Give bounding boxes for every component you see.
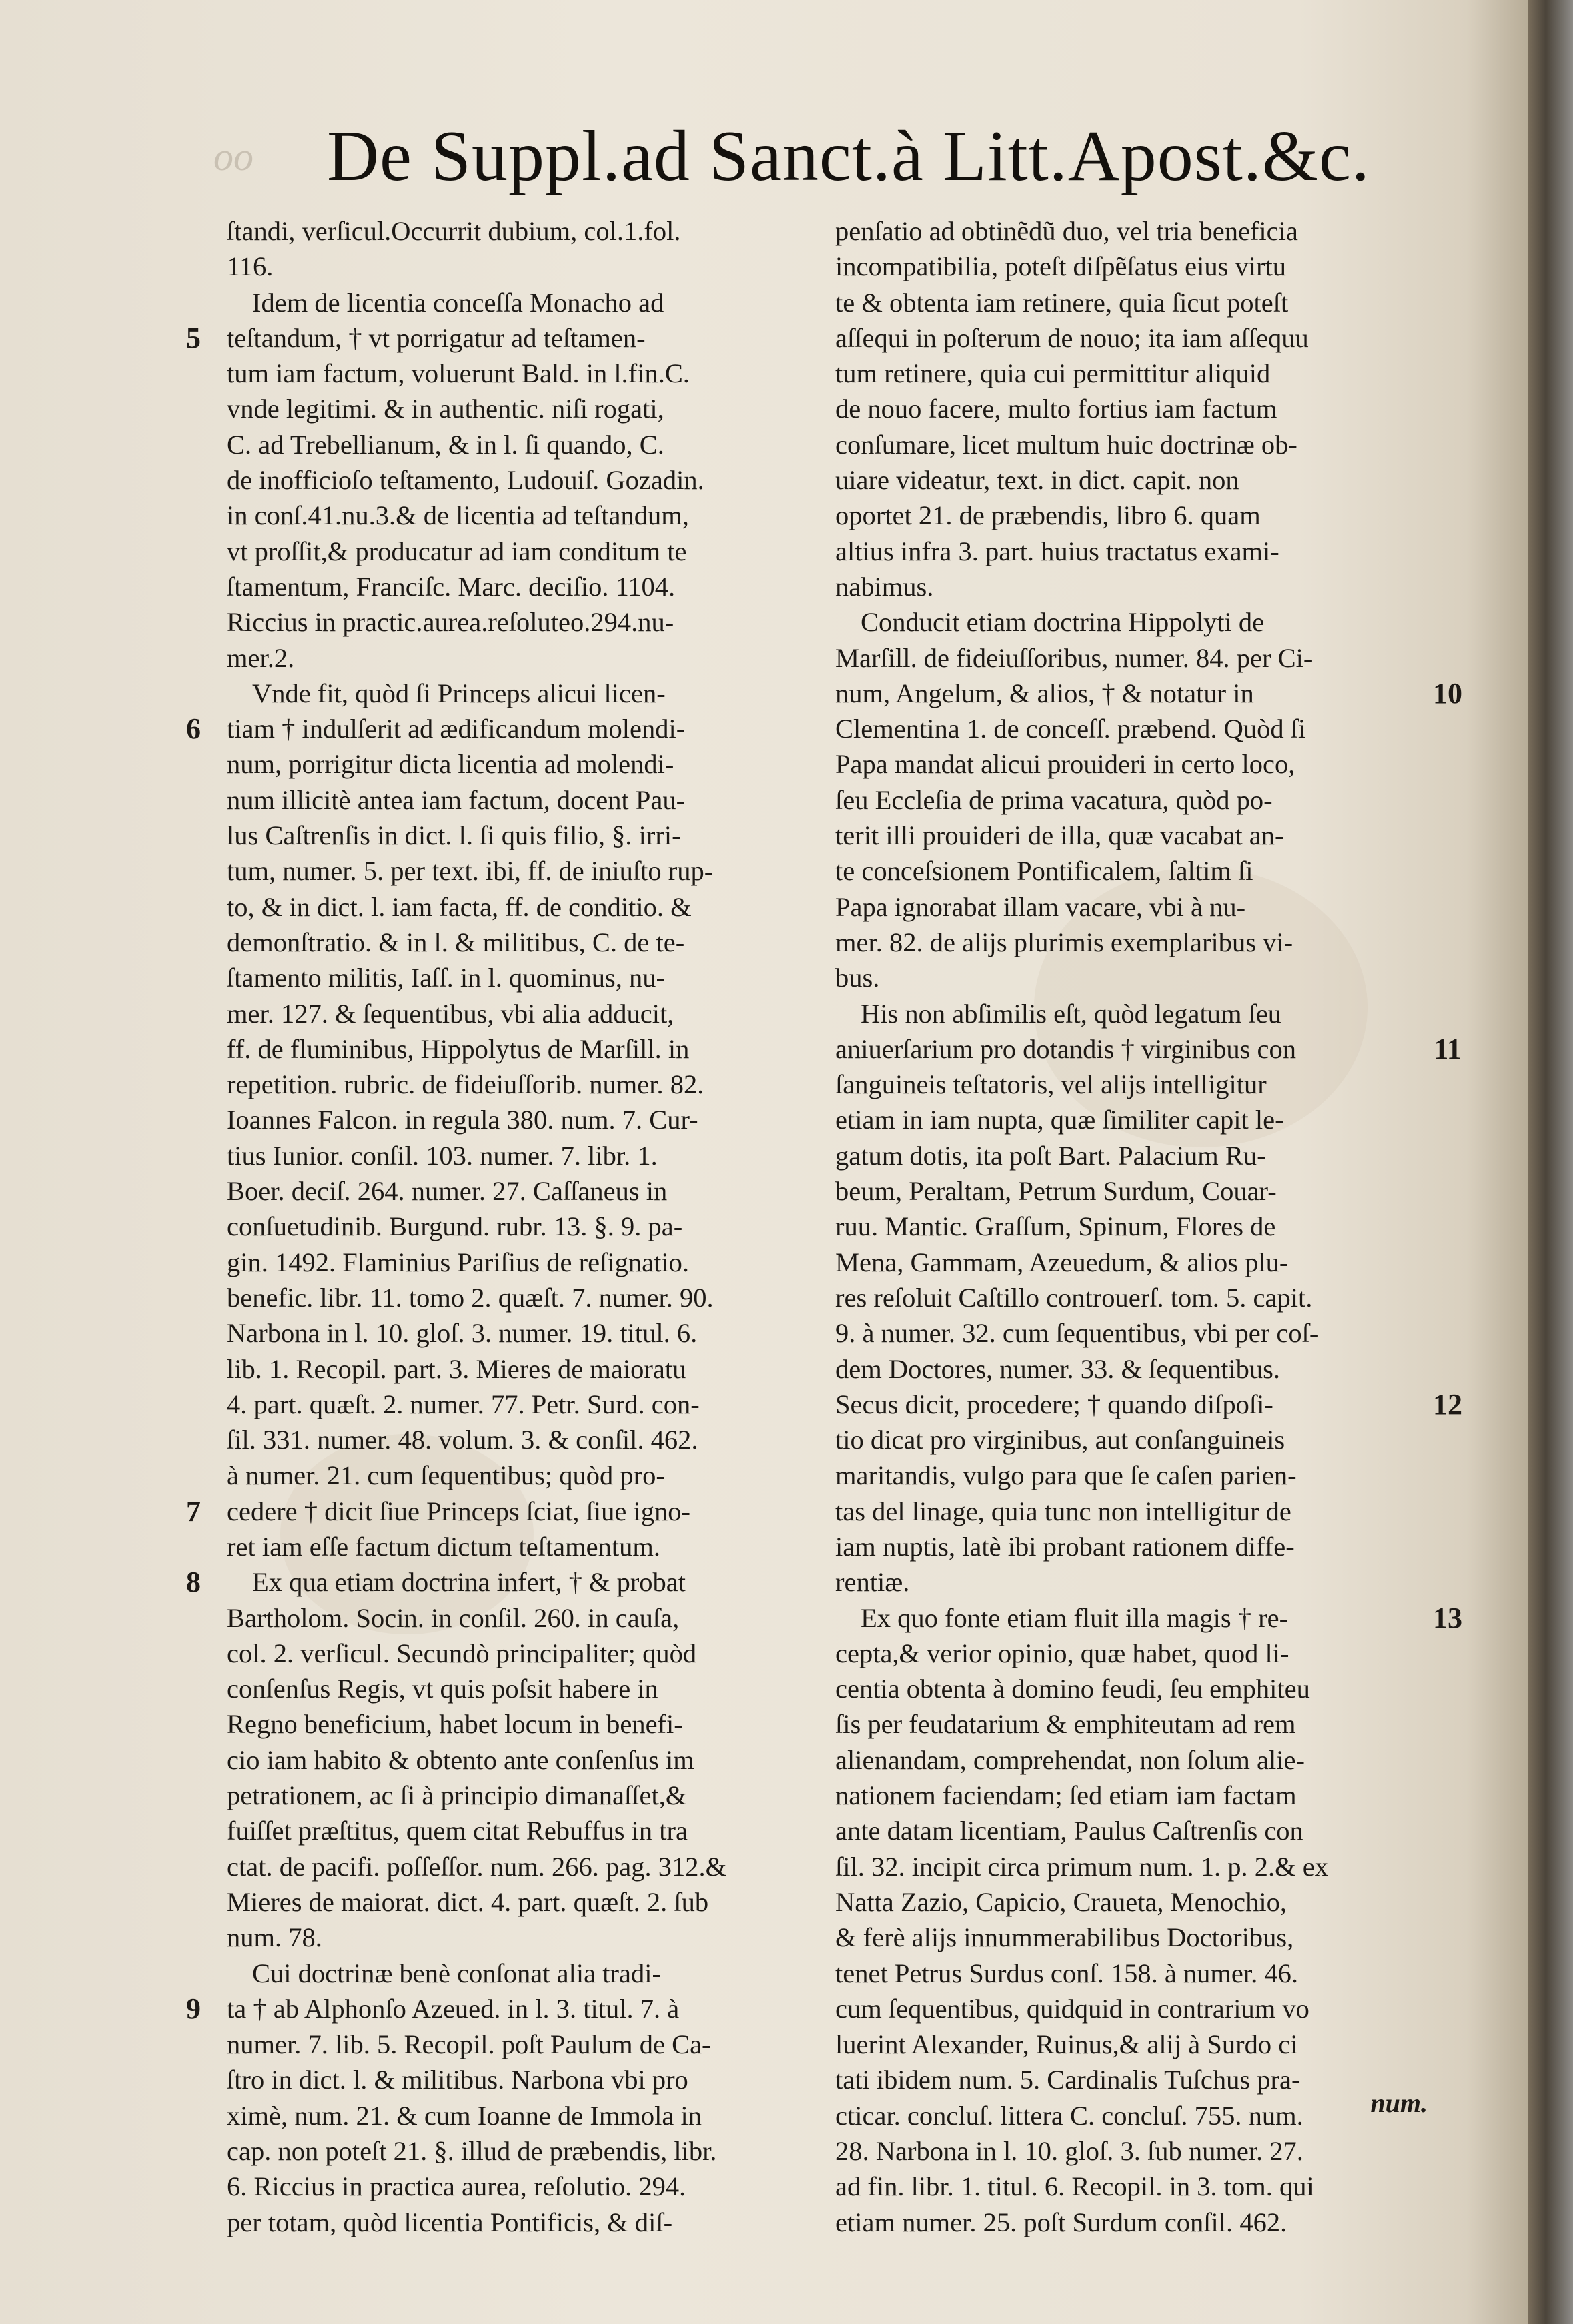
text-line: dem Doctores, numer. 33. & ſequentibus. (835, 1353, 1281, 1384)
text-line: ſis per feudatarium & emphiteutam ad rem (835, 1709, 1296, 1740)
text-line: Natta Zazio, Capicio, Craueta, Menochio, (835, 1886, 1287, 1917)
text-line: tum retinere, quia cui permittitur aliquid (835, 358, 1271, 389)
text-line: Vnde fit, quòd ſi Princeps alicui licen- (252, 678, 666, 708)
text-line: tio dicat pro virginibus, aut conſanguineis (835, 1425, 1285, 1456)
text-line: 116. (227, 251, 274, 282)
text-line: gatum dotis, ita poſt Bart. Palacium Ru- (835, 1140, 1266, 1171)
text-line: col. 2. verſicul. Secundò principaliter; quòd (227, 1638, 697, 1668)
text-line: tiam † indulſerit ad ædificandum molendi- (227, 714, 686, 744)
text-line: Conducit etiam doctrina Hippolyti de (861, 607, 1265, 638)
right-text-column (835, 213, 1421, 2237)
margin-number: 13 (1433, 1601, 1462, 1634)
text-line: mer.2. (227, 642, 295, 673)
text-line: fuiſſet præſtitus, quem citat Rebuffus in tra (227, 1816, 688, 1846)
margin-number: 9 (186, 1992, 201, 2025)
book-spine-edge (1528, 0, 1573, 2324)
text-line: ſil. 32. incipit circa primum num. 1. p. 2.& ex (835, 1851, 1329, 1882)
text-line: res reſoluit Caſtillo controuerſ. tom. 5. capit. (835, 1282, 1313, 1313)
text-line: Mieres de maiorat. dict. 4. part. quæſt. 2. ſub (227, 1886, 709, 1917)
text-line: conſumare, licet multum huic doctrinæ ob- (835, 429, 1297, 460)
text-line: cio iam habito & obtento ante conſenſus im (227, 1744, 694, 1775)
text-line: vt proſſit,& producatur ad iam conditum te (227, 536, 687, 566)
text-line: oportet 21. de præbendis, libro 6. quam (835, 500, 1261, 531)
text-line: te conceſsionem Pontificalem, ſaltim ſi (835, 856, 1253, 887)
text-line: à numer. 21. cum ſequentibus; quòd pro- (227, 1460, 665, 1491)
text-line: ta † ab Alphonſo Azeued. in l. 3. titul. 7. à (227, 1993, 680, 2024)
margin-number: 7 (186, 1494, 201, 1528)
text-line: in conſ.41.nu.3.& de licentia ad teſtandum, (227, 500, 689, 531)
text-line: beum, Peraltam, Petrum Surdum, Couar- (835, 1176, 1277, 1207)
text-line: conſuetudinib. Burgund. rubr. 13. §. 9. pa- (227, 1211, 683, 1242)
text-line: Ioannes Falcon. in regula 380. num. 7. Cur- (227, 1105, 698, 1135)
text-line: Papa ignorabat illam vacare, vbi à nu- (835, 891, 1246, 922)
text-line: ff. de fluminibus, Hippolytus de Marſill. in (227, 1033, 690, 1064)
text-line: teſtandum, † vt porrigatur ad teſtamen- (227, 322, 646, 353)
text-line: ret iam eſſe factum dictum teſtamentum. (227, 1531, 661, 1562)
text-line: lib. 1. Recopil. part. 3. Mieres de maioratu (227, 1353, 686, 1384)
text-line: num, porrigitur dicta licentia ad molendi- (227, 749, 674, 780)
text-line: iam nuptis, latè ibi probant rationem diffe- (835, 1531, 1295, 1562)
left-text-column (227, 213, 814, 2237)
text-line: ſtandi, verſicul.Occurrit dubium, col.1.fol. (227, 216, 681, 246)
text-line: vnde legitimi. & in authentic. niſi rogati, (227, 394, 664, 424)
margin-number: 8 (186, 1566, 201, 1599)
text-line: tati ibidem num. 5. Cardinalis Tuſchus pra- (835, 2065, 1301, 2095)
text-line: Regno beneficium, habet locum in benefi- (227, 1709, 683, 1740)
text-line: altius infra 3. part. huius tractatus exami- (835, 536, 1279, 566)
text-line: ſtamento militis, Iaſſ. in l. quominus, nu- (227, 963, 665, 993)
text-line: aniuerſarium pro dotandis † virginibus con (835, 1033, 1297, 1064)
text-line: Clementina 1. de conceſſ. præbend. Quòd ſi (835, 714, 1306, 744)
text-line: 28. Narbona in l. 10. gloſ. 3. ſub numer. 27. (835, 2136, 1303, 2167)
text-line: mer. 127. & ſequentibus, vbi alia adducit, (227, 998, 674, 1029)
text-line: Narbona in l. 10. gloſ. 3. numer. 19. titul. 6. (227, 1318, 698, 1349)
text-line: ad fin. libr. 1. titul. 6. Recopil. in 3. tom. qui (835, 2171, 1314, 2202)
text-line: tum, numer. 5. per text. ibi, ff. de iniuſto rup- (227, 856, 714, 887)
text-line: de nouo facere, multo fortius iam factum (835, 394, 1277, 424)
text-line: & ferè alijs innummerabilibus Doctoribus, (835, 1922, 1294, 1953)
text-line: cticar. concluſ. littera C. concluſ. 755. num. (835, 2100, 1303, 2131)
header-ghost-mark: oo (213, 135, 253, 179)
text-line: 6. Riccius in practica aurea, reſolutio. 294. (227, 2171, 686, 2202)
text-line: cum ſequentibus, quidquid in contrarium vo (835, 1993, 1309, 2024)
text-line: ruu. Mantic. Graſſum, Spinum, Flores de (835, 1211, 1276, 1242)
text-line: ſtro in dict. l. & militibus. Narbona vbi pro (227, 2065, 688, 2095)
text-line: His non abſimilis eſt, quòd legatum ſeu (861, 998, 1282, 1029)
text-line: penſatio ad obtinẽdũ duo, vel tria beneficia (835, 216, 1298, 246)
text-line: gin. 1492. Flaminius Pariſius de reſignatio. (227, 1247, 689, 1277)
text-line: ante datam licentiam, Paulus Caſtrenſis con (835, 1816, 1303, 1846)
text-line: 9. à numer. 32. cum ſequentibus, vbi per coſ- (835, 1318, 1319, 1349)
text-line: Cui doctrinæ benè conſonat alia tradi- (252, 1958, 661, 1988)
text-line: luerint Alexander, Ruinus,& alij à Surdo ci (835, 2029, 1298, 2060)
text-line: alienandam, comprehendat, non ſolum alie- (835, 1744, 1305, 1775)
margin-number: 5 (186, 321, 201, 354)
text-line: conſenſus Regis, vt quis poſsit habere in (227, 1674, 658, 1704)
text-line: te & obtenta iam retinere, quia ſicut poteſt (835, 287, 1289, 318)
text-line: benefic. libr. 11. tomo 2. quæſt. 7. numer. 90. (227, 1282, 714, 1313)
text-line: num illicitè antea iam factum, docent Pau- (227, 784, 686, 815)
text-line: tum iam factum, voluerunt Bald. in l.fin.C. (227, 358, 690, 389)
text-line: ximè, num. 21. & cum Ioanne de Immola in (227, 2100, 702, 2131)
text-line: aſſequi in poſterum de nouo; ita iam aſſequu (835, 322, 1309, 353)
text-line: etiam in iam nupta, quæ ſimiliter capit le- (835, 1105, 1284, 1135)
text-line: 4. part. quæſt. 2. numer. 77. Petr. Surd. con- (227, 1389, 700, 1419)
text-line: Ex quo fonte etiam fluit illa magis † re- (861, 1602, 1289, 1633)
text-line: num, Angelum, & alios, † & notatur in (835, 678, 1254, 708)
text-line: rentiæ. (835, 1567, 910, 1598)
text-line: C. ad Trebellianum, & in l. ſi quando, C. (227, 429, 664, 460)
text-line: Secus dicit, procedere; † quando diſpoſi- (835, 1389, 1273, 1419)
text-line: uiare videatur, text. in dict. capit. non (835, 465, 1239, 496)
text-line: Boer. deciſ. 264. numer. 27. Caſſaneus in (227, 1176, 668, 1207)
text-line: Bartholom. Socin. in conſil. 260. in cauſa, (227, 1602, 680, 1633)
text-line: ctat. de pacifi. poſſeſſor. num. 266. pag. 312.& (227, 1851, 727, 1882)
text-line: Papa mandat alicui prouideri in certo loco, (835, 749, 1295, 780)
text-line: tenet Petrus Surdus conſ. 158. à numer. 46. (835, 1958, 1299, 1988)
text-line: per totam, quòd licentia Pontificis, & diſ- (227, 2207, 673, 2237)
text-line: Idem de licentia conceſſa Monacho ad (252, 287, 664, 318)
text-line: nabimus. (835, 571, 934, 602)
text-line: tius Iunior. conſil. 103. numer. 7. libr. 1. (227, 1140, 658, 1171)
margin-number: 12 (1433, 1387, 1462, 1421)
text-line: nationem faciendam; ſed etiam iam factam (835, 1780, 1297, 1811)
text-line: Marſill. de fideiuſſoribus, numer. 84. per Ci- (835, 642, 1313, 673)
text-line: de inofficioſo teſtamento, Ludouiſ. Gozadin. (227, 465, 704, 496)
catchword: num. (1370, 2088, 1428, 2118)
text-line: tas del linage, quia tunc non intelligitur de (835, 1496, 1291, 1526)
text-line: centia obtenta à domino feudi, ſeu emphiteu (835, 1674, 1310, 1704)
text-line: num. 78. (227, 1922, 322, 1953)
text-line: ſtamentum, Franciſc. Marc. deciſio. 1104. (227, 571, 676, 602)
text-line: repetition. rubric. de fideiuſſorib. numer. 82. (227, 1069, 704, 1100)
text-line: Mena, Gammam, Azeuedum, & alios plu- (835, 1247, 1289, 1277)
margin-number: 11 (1434, 1032, 1462, 1065)
margin-number: 10 (1433, 676, 1462, 710)
text-line: maritandis, vulgo para que ſe caſen parien- (835, 1460, 1297, 1491)
text-line: Ex qua etiam doctrina infert, † & probat (252, 1567, 686, 1598)
text-line: ſeu Eccleſia de prima vacatura, quòd po- (835, 784, 1273, 815)
text-line: incompatibilia, poteſt diſpẽſatus eius virtu (835, 251, 1287, 282)
margin-number: 6 (186, 712, 201, 746)
text-line: petrationem, ac ſi à principio dimanaſſet,& (227, 1780, 687, 1811)
text-line: demonſtratio. & in l. & militibus, C. de te- (227, 927, 685, 957)
text-line: bus. (835, 963, 880, 993)
text-line: lus Caſtrenſis in dict. l. ſi quis filio, §. irri- (227, 820, 681, 851)
text-line: ſil. 331. numer. 48. volum. 3. & conſil. 462. (227, 1425, 698, 1456)
text-line: numer. 7. lib. 5. Recopil. poſt Paulum de Ca- (227, 2029, 711, 2060)
text-line: ſanguineis teſtatoris, vel alijs intelligitur (835, 1069, 1267, 1100)
text-line: cepta,& verior opinio, quæ habet, quod li- (835, 1638, 1289, 1668)
text-line: cedere † dicit ſiue Princeps ſciat, ſiue igno- (227, 1496, 691, 1526)
text-line: cap. non poteſt 21. §. illud de præbendis, libr. (227, 2136, 717, 2167)
text-line: etiam numer. 25. poſt Surdum conſil. 462. (835, 2207, 1287, 2237)
text-line: mer. 82. de alijs plurimis exemplaribus vi- (835, 927, 1293, 957)
text-line: terit illi prouideri de illa, quæ vacabat an- (835, 820, 1284, 851)
text-line: to, & in dict. l. iam facta, ff. de conditio. & (227, 891, 692, 922)
text-line: Riccius in practic.aurea.reſoluteo.294.nu- (227, 607, 674, 638)
page-header-title: De Suppl.ad Sanct.à Litt.Apost.&c. (327, 117, 1370, 196)
